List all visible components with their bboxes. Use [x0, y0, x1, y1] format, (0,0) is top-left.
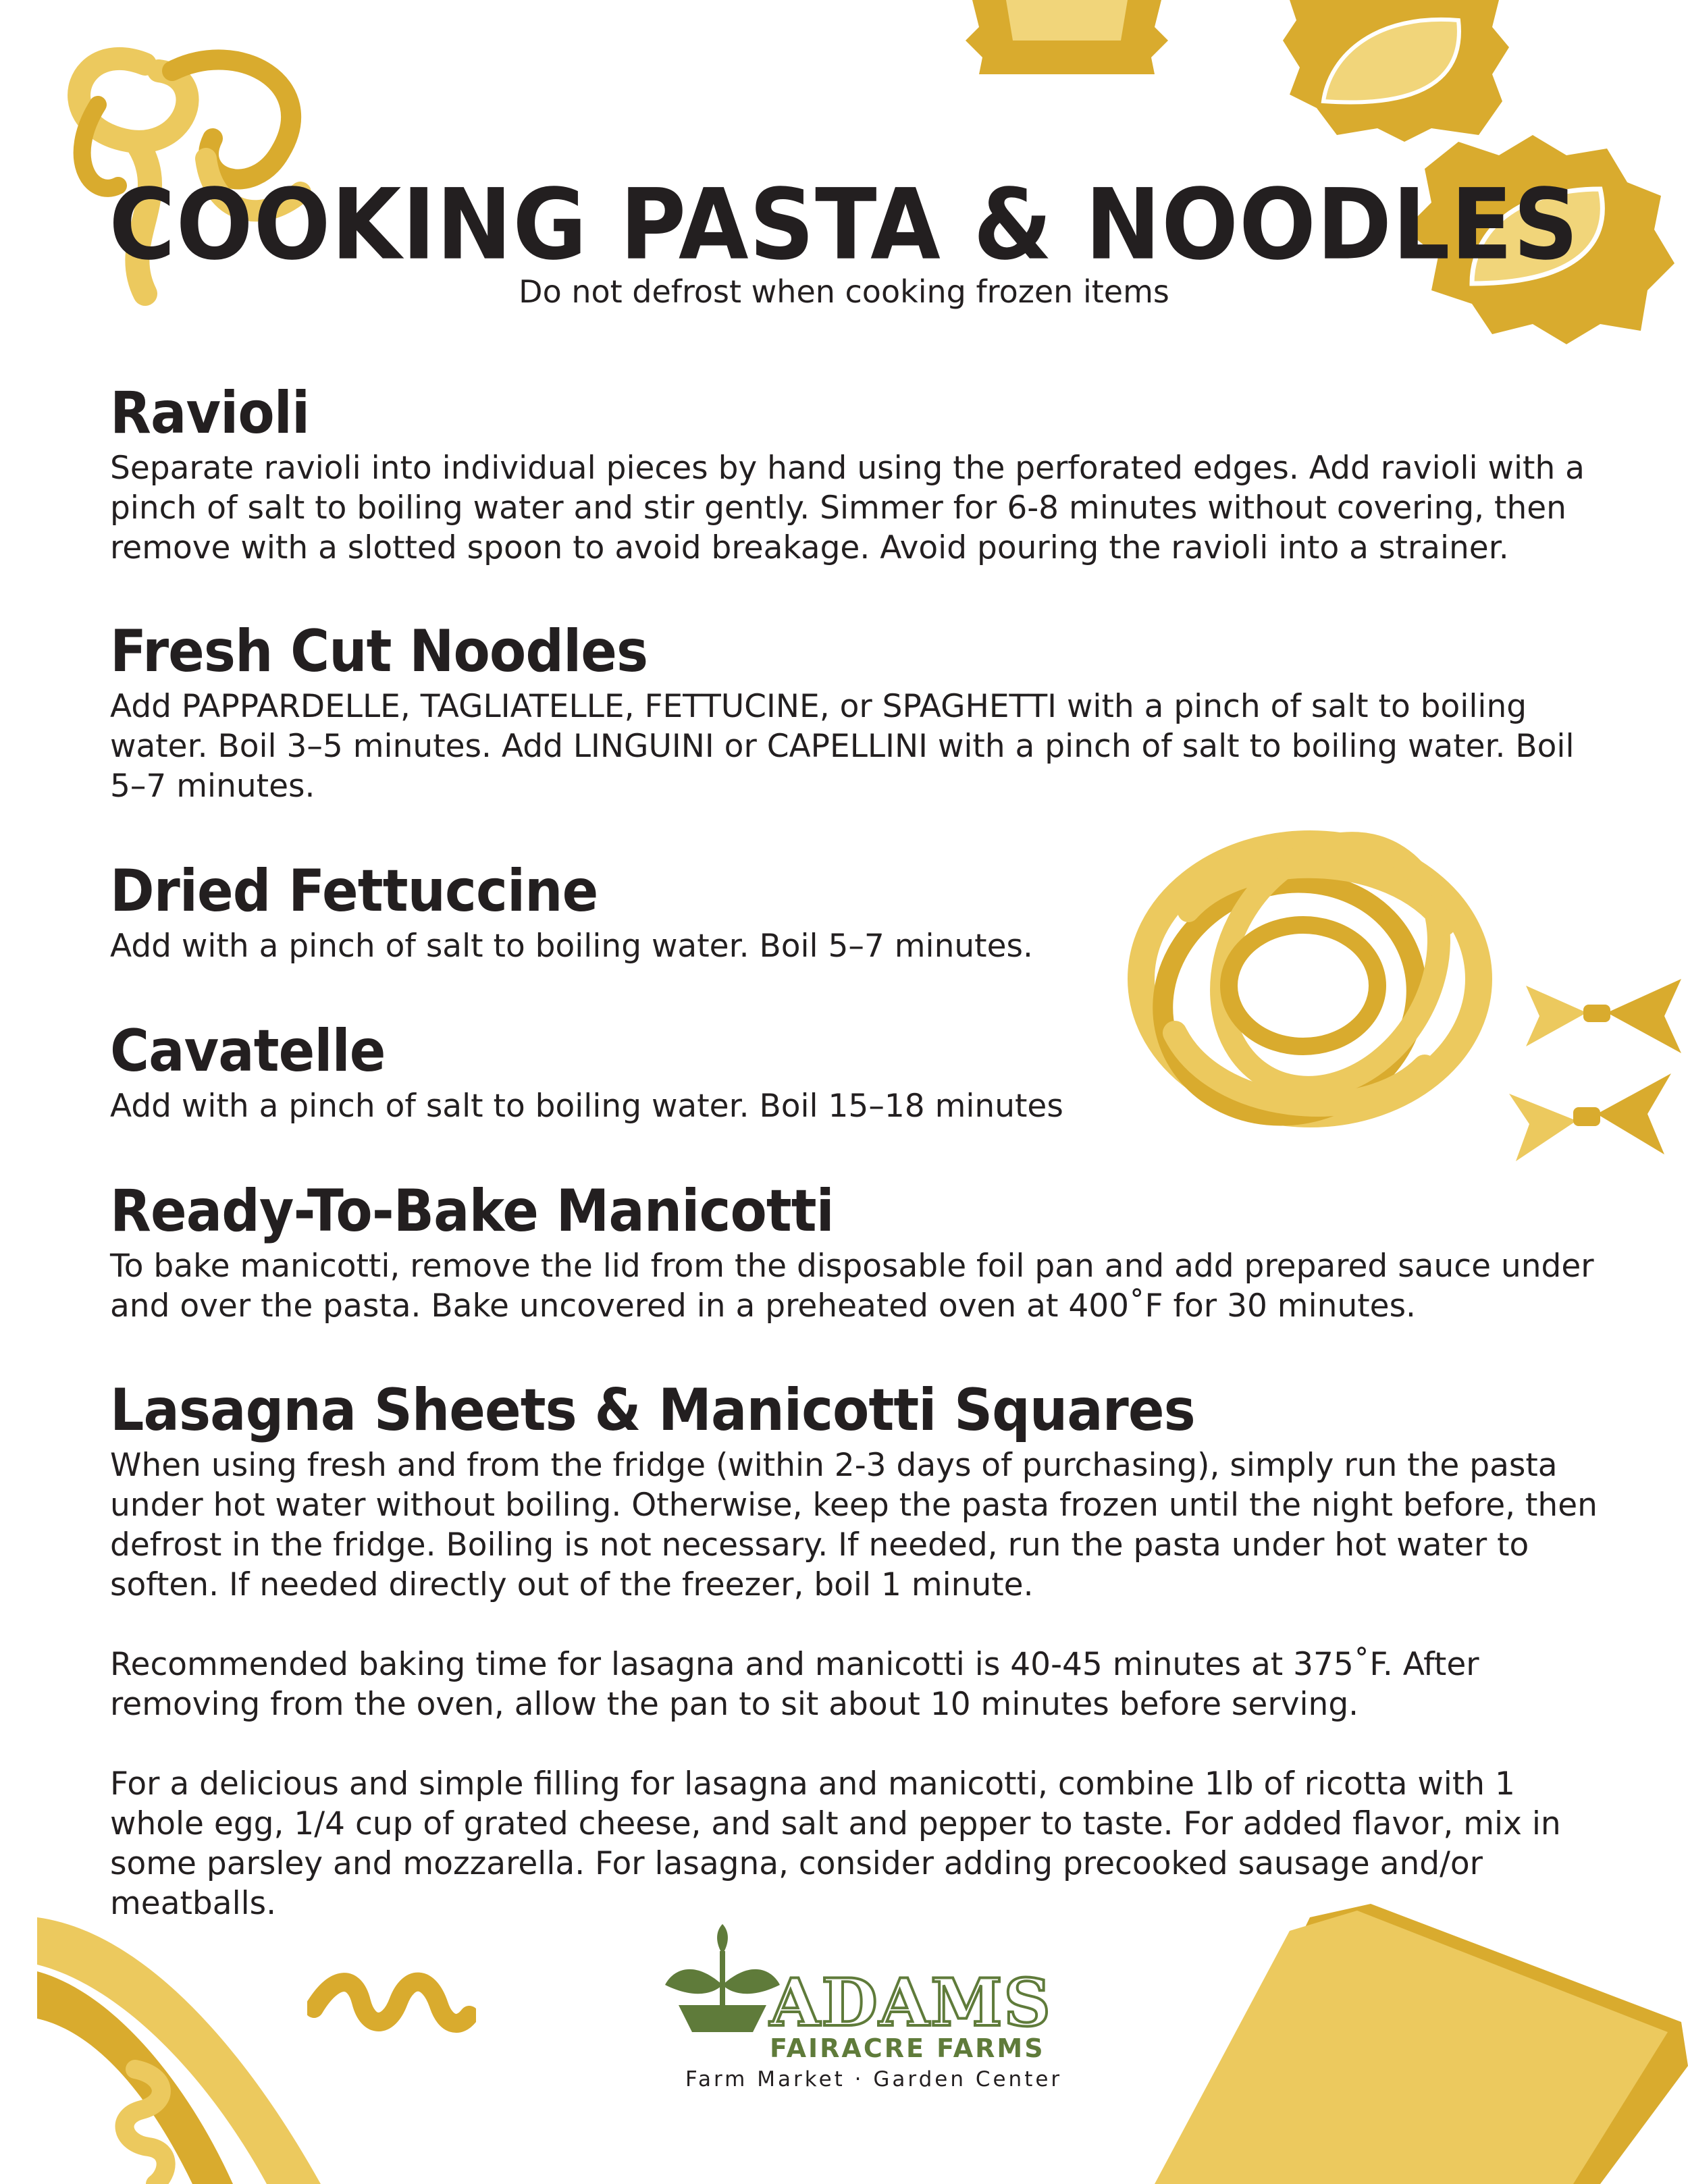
cavatappi-icon	[108, 2056, 189, 2184]
section-heading: Ravioli	[110, 379, 310, 447]
section-heading: Fresh Cut Noodles	[110, 618, 648, 685]
ravioli-icon	[959, 0, 1175, 81]
seedling-icon	[665, 1924, 780, 2039]
section-text: When using fresh and from the fridge (within 2-3 days of purchasing), simply run the pasta under hot water without boiling. Otherwise, keep the pasta frozen until the night before, then defrost in the fridge. Boiling is not necessary. If needed, run the pasta under hot water to soften. If needed directly out of the freezer, boil 1 minute.	[110, 1447, 1598, 1603]
section-heading: Ready-To-Bake Manicotti	[110, 1177, 834, 1245]
ravioli-icon	[1276, 0, 1512, 142]
adams-fairacre-farms-logo	[665, 1917, 1063, 2093]
lasagna-sheet-icon	[37, 1904, 415, 2184]
logo-tagline: Farm Market · Garden Center	[685, 2067, 1063, 2092]
logo-name: ADAMS	[770, 1965, 1052, 2041]
section-heading: Cavatelle	[110, 1017, 386, 1085]
section-text: Add with a pinch of salt to boiling water. Boil 5–7 minutes.	[110, 928, 1033, 965]
section-ravioli	[110, 378, 1616, 568]
section-text: Add with a pinch of salt to boiling water. Boil 15–18 minutes	[110, 1088, 1063, 1125]
section-dried-fettuccine	[110, 856, 1616, 966]
section-fresh-cut-noodles	[110, 616, 1616, 806]
logo-subname: FAIRACRE FARMS	[770, 2033, 1045, 2063]
cavatappi-icon	[307, 1968, 476, 2042]
section-heading: Lasagna Sheets & Manicotti Squares	[110, 1377, 1195, 1444]
section-text: Add PAPPARDELLE, TAGLIATELLE, FETTUCINE, or SPAGHETTI with a pinch of salt to boiling water. Boil 3–5 minutes. Add LINGUINI or CAPELLINI with a pinch of salt to boiling water. Boil 5–7 minutes.	[110, 688, 1575, 805]
page-title: COOKING PASTA & NOODLES	[109, 167, 1579, 282]
page-subtitle: Do not defrost when cooking frozen items	[519, 273, 1169, 310]
section-heading: Dried Fettuccine	[110, 857, 598, 925]
section-manicotti	[110, 1176, 1616, 1326]
lasagna-sheet-icon	[1155, 1904, 1688, 2184]
section-cavatelle	[110, 1016, 1616, 1126]
section-text: For a delicious and simple filling for lasagna and manicotti, combine 1lb of ricotta with 1 whole egg, 1/4 cup of grated cheese, and salt and pepper to taste. For added flavor, mix in some parsley and mozzarella. For lasagna, consider adding precooked sausage and/or meatballs.	[110, 1765, 1561, 1922]
section-lasagna-sheets	[110, 1375, 1616, 1923]
section-text: Separate ravioli into individual pieces by hand using the perforated edges. Add ravioli with a pinch of salt to boiling water and stir gently. Simmer for 6-8 minutes without covering, then remove with a slotted spoon to avoid breakage. Avoid pouring the ravioli into a strainer.	[110, 450, 1585, 566]
section-text: To bake manicotti, remove the lid from the disposable foil pan and add prepared sauce under and over the pasta. Bake uncovered in a preheated oven at 400˚F for 30 minutes.	[110, 1248, 1594, 1325]
section-text: Recommended baking time for lasagna and manicotti is 40-45 minutes at 375˚F. After removing from the oven, allow the pan to sit about 10 minutes before serving.	[110, 1646, 1479, 1723]
